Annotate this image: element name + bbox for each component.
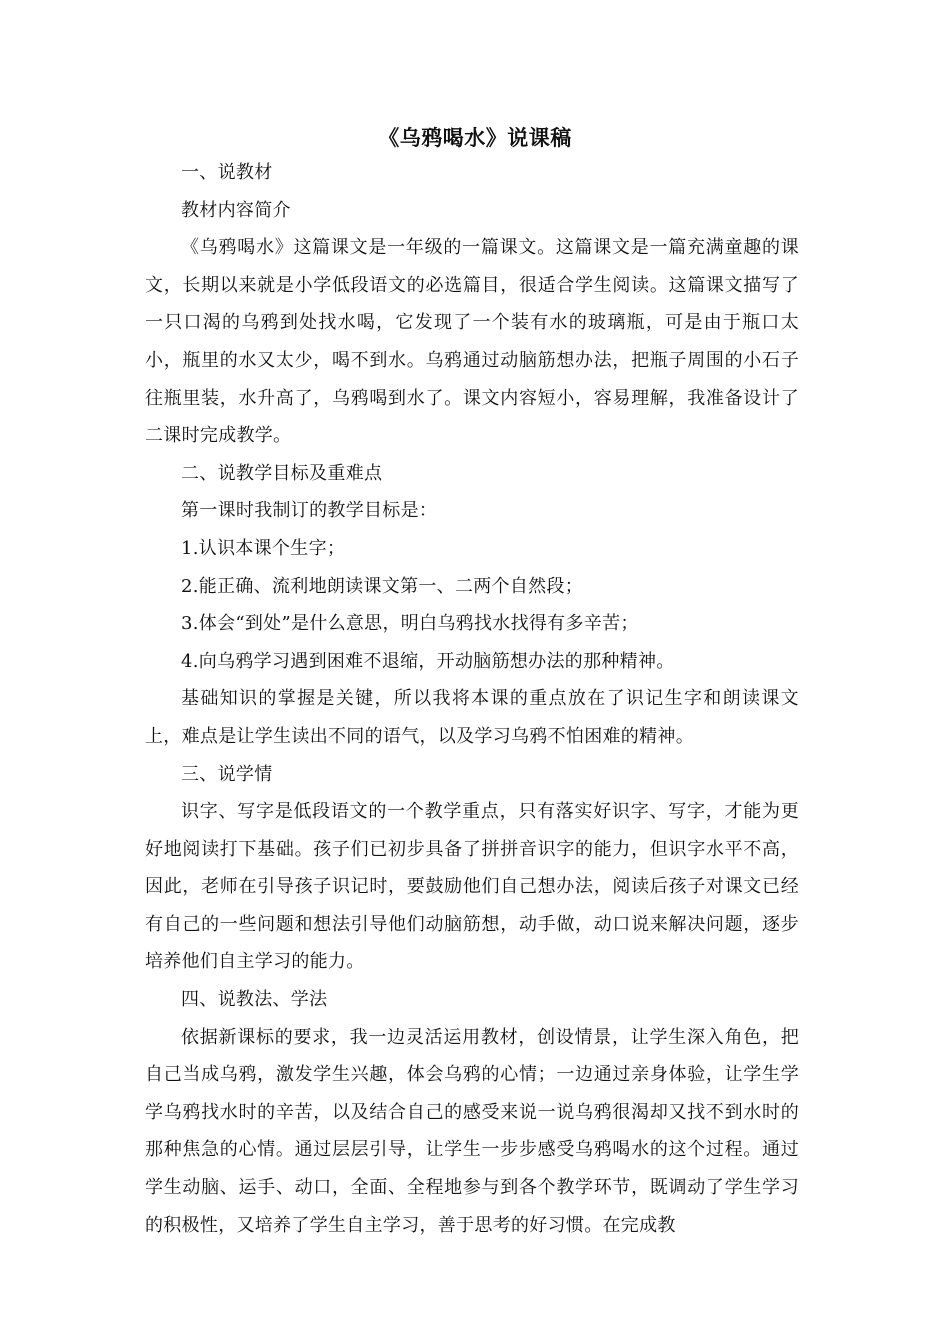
subheading-textbook-intro: 教材内容简介 <box>181 199 291 221</box>
section-heading-3: 三、说学情 <box>181 763 273 785</box>
objective-item-1: 1.认识本课个生字； <box>181 537 346 559</box>
paragraph-objectives-lead: 第一课时我制订的教学目标是： <box>181 500 438 522</box>
section-heading-4: 四、说教法、学法 <box>181 989 328 1011</box>
objective-item-3: 3.体会“到处”是什么意思，明白乌鸦找水找得有多辛苦； <box>181 613 639 635</box>
objective-item-4: 4.向乌鸦学习遇到困难不退缩，开动脑筋想办法的那种精神。 <box>181 650 675 672</box>
objective-item-2: 2.能正确、流利地朗读课文第一、二两个自然段； <box>181 575 584 597</box>
document-title: 《乌鸦喝水》说课稿 <box>378 126 572 150</box>
document-body <box>145 154 799 1244</box>
paragraph-key-points: 基础知识的掌握是关键，所以我将本课的重点放在了识记生字和朗读课文上，难点是让学生读出不同的语气，以及学习乌鸦不怕困难的精神。 <box>145 688 799 747</box>
section-heading-1: 一、说教材 <box>181 162 273 183</box>
paragraph-teaching-methods: 依据新课标的要求，我一边灵活运用教材，创设情景，让学生深入角色，把自己当成乌鸦，激发学生兴趣，体会乌鸦的心情；一边通过亲身体验，让学生学学乌鸦找水时的辛苦，以及结合自己的感受来说一说乌鸦很渴却又找不到水时的那种焦急的心情。通过层层引导，让学生一步步感受乌鸦喝水的这个过程。通过学生动脑、运手、动口，全面、全程地参与到各个教学环节，既调动了学生学习的积极性，又培养了学生自主学习，善于思考的好习惯。在完成教 <box>145 1026 799 1236</box>
paragraph-textbook-intro: 《乌鸦喝水》这篇课文是一年级的一篇课文。这篇课文是一篇充满童趣的课文，长期以来就是小学低段语文的必选篇目，很适合学生阅读。这篇课文描写了一只口渴的乌鸦到处找水喝，它发现了一个装有水的玻璃瓶，可是由于瓶口太小，瓶里的水又太少，喝不到水。乌鸦通过动脑筋想办法，把瓶子周围的小石子往瓶里装，水升高了，乌鸦喝到水了。课文内容短小，容易理解，我准备设计了二课时完成教学。 <box>145 237 799 447</box>
paragraph-learning-situation: 识字、写字是低段语文的一个教学重点，只有落实好识字、写字，才能为更好地阅读打下基础。孩子们已初步具备了拼拼音识字的能力，但识字水平不高，因此，老师在引导孩子识记时，要鼓励他们自己想办法，阅读后孩子对课文已经有自己的一些问题和想法引导他们动脑筋想，动手做，动口说来解决问题，逐步培养他们自主学习的能力。 <box>145 801 799 973</box>
section-heading-2: 二、说教学目标及重难点 <box>181 462 383 484</box>
